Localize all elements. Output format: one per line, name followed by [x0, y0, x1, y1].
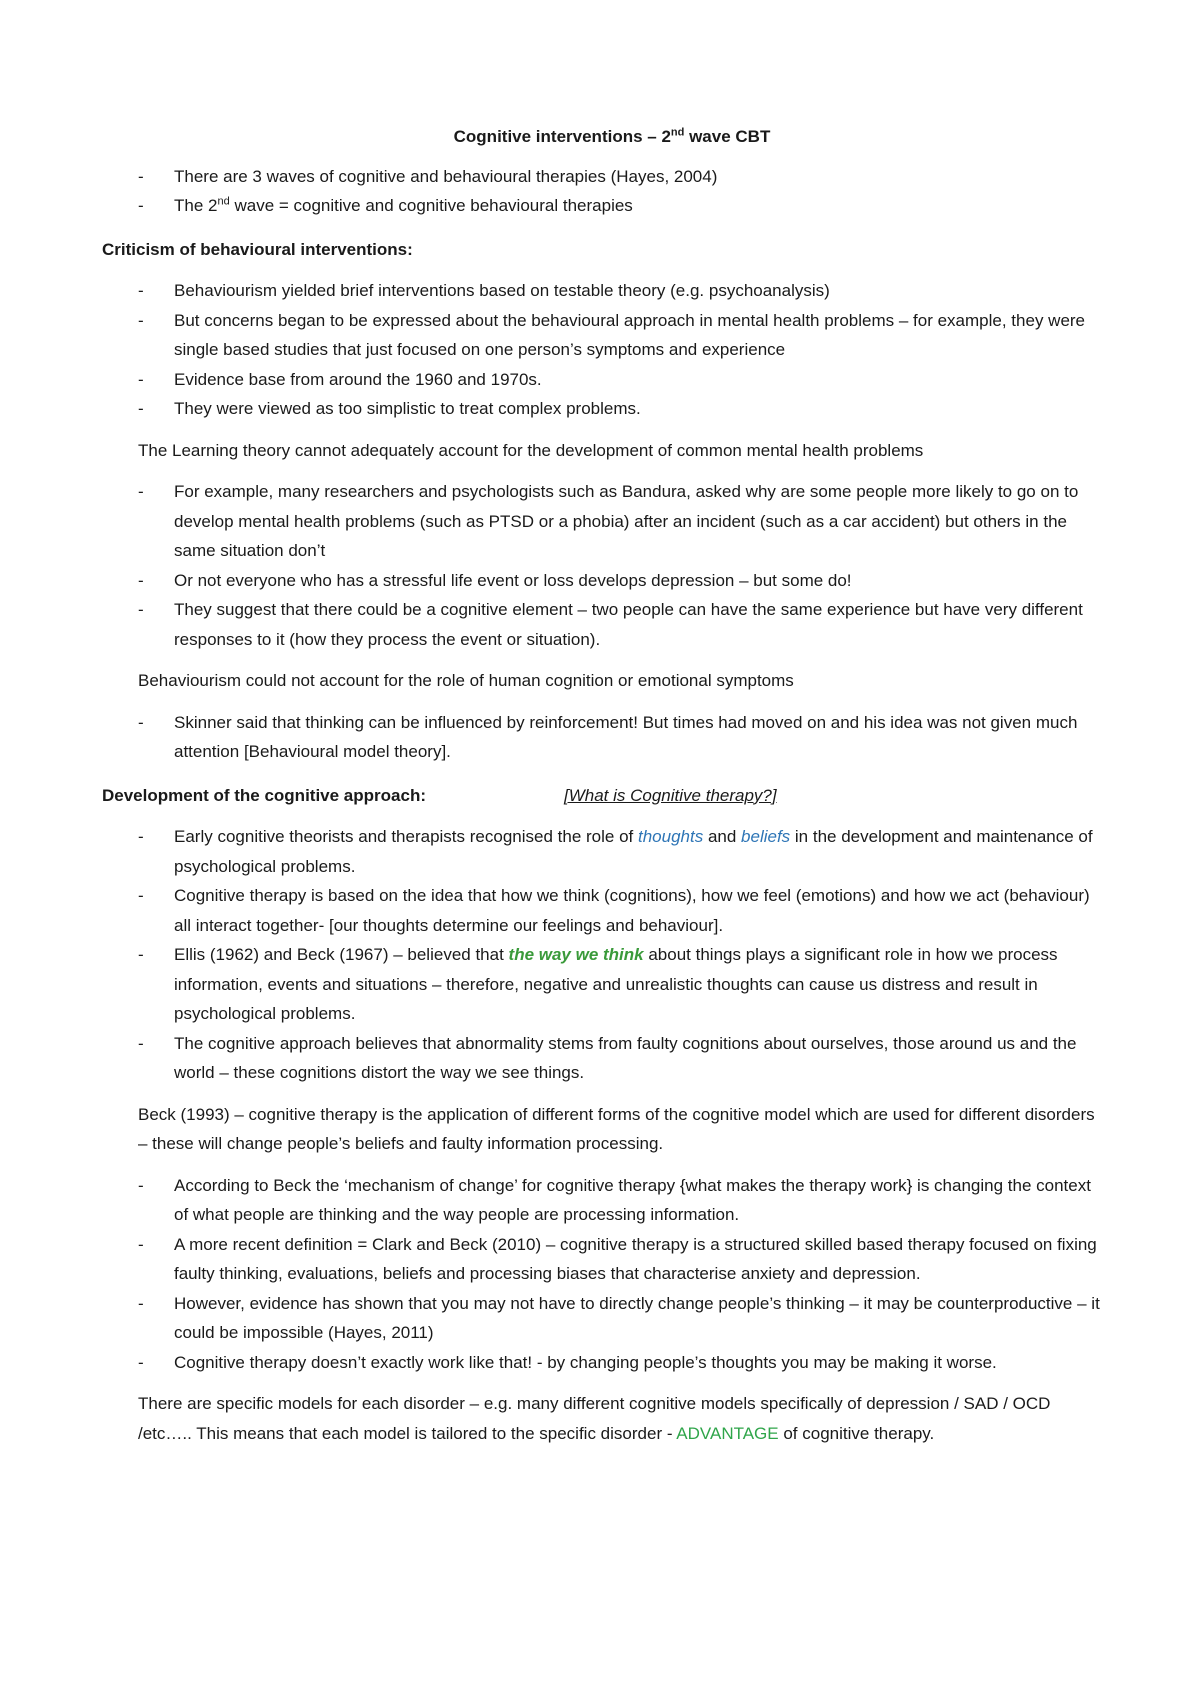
advantage-highlight: ADVANTAGE [676, 1423, 779, 1443]
list-item: - Ellis (1962) and Beck (1967) – believed that the way we think about things plays a significant role in how we process information, events and situations – therefore, negative and unrealistic thoughts can cause us distress and result in psychological problems. [102, 940, 1102, 1029]
learning-paragraph: The Learning theory cannot adequately account for the development of common mental health problems [138, 440, 924, 460]
list-item: - The cognitive approach believes that abnormality stems from faulty cognitions about ourselves, those around us and the world – these cognitions distort the way we see things. [102, 1029, 1102, 1088]
list-item: - Cognitive therapy doesn’t exactly work like that! - by changing people’s thoughts you may be making it worse. [102, 1348, 1102, 1378]
cognitive-therapy-link[interactable]: [What is Cognitive therapy?] [564, 785, 777, 805]
page-title: Cognitive interventions – 2nd wave CBT [453, 126, 771, 146]
list-item: - There are 3 waves of cognitive and behavioural therapies (Hayes, 2004) [102, 162, 1102, 192]
list-item: - However, evidence has shown that you may not have to directly change people’s thinking – it may be counterproductive – it could be impossible (Hayes, 2011) [102, 1289, 1102, 1348]
list-item: - The 2nd wave = cognitive and cognitive behavioural therapies [102, 191, 1102, 221]
highlight-beliefs: beliefs [741, 827, 791, 846]
list-item: - They were viewed as too simplistic to treat complex problems. [102, 394, 1102, 424]
list-item: - A more recent definition = Clark and Beck (2010) – cognitive therapy is a structured skilled based therapy focused on fixing faulty thinking, evaluations, beliefs and processing biases that characterise anxiety and depression. [102, 1230, 1102, 1289]
cognition-list [102, 708, 1102, 767]
development-heading-label: Development of the cognitive approach: [102, 785, 426, 805]
list-item: - Early cognitive theorists and therapists recognised the role of thoughts and beliefs in the development and maintenance of psychological problems. [102, 822, 1102, 881]
list-item: - Behaviourism yielded brief interventions based on testable theory (e.g. psychoanalysis) [102, 276, 1102, 306]
cognition-paragraph: Behaviourism could not account for the role of human cognition or emotional symptoms [138, 671, 794, 690]
models-paragraph: There are specific models for each disorder – e.g. many different cognitive models specifically of depression / SAD / OCD /etc….. This means that each model is tailored to the specific disorder - ADVANTAGE of cognitive therapy. [138, 1394, 1051, 1443]
learning-list [102, 477, 1102, 654]
list-item: - Cognitive therapy is based on the idea that how we think (cognitions), how we feel (emotions) and how we act (behaviour) all interact together- [our thoughts determine our feelings and behaviour]. [102, 881, 1102, 940]
highlight-thoughts: thoughts [637, 827, 704, 846]
development-list [102, 822, 1102, 1088]
development-heading [102, 781, 1102, 811]
list-item: - According to Beck the ‘mechanism of change’ for cognitive therapy {what makes the therapy work} is changing the context of what people are thinking and the way people are processing information. [102, 1171, 1102, 1230]
list-item: - Or not everyone who has a stressful life event or loss develops depression – but some do! [102, 566, 1102, 596]
highlight-the-way-we-think: the way we think [508, 945, 644, 964]
beck-list [102, 1171, 1102, 1378]
intro-list [102, 162, 1102, 221]
list-item: - For example, many researchers and psychologists such as Bandura, asked why are some people more likely to go on to develop mental health problems (such as PTSD or a phobia) after an incident (such as a car accident) but others in the same situation don’t [102, 477, 1102, 566]
criticism-heading: Criticism of behavioural interventions: [102, 239, 413, 259]
list-item: - Evidence base from around the 1960 and 1970s. [102, 365, 1102, 395]
beck-paragraph: Beck (1993) – cognitive therapy is the application of different forms of the cognitive model which are used for different disorders – these will change people’s beliefs and faulty information processing. [138, 1104, 1095, 1153]
list-item: - Skinner said that thinking can be influenced by reinforcement! But times had moved on and his idea was not given much attention [Behavioural model theory]. [102, 708, 1102, 767]
list-item: - But concerns began to be expressed about the behavioural approach in mental health problems – for example, they were single based studies that just focused on one person’s symptoms and experience [102, 306, 1102, 365]
criticism-list [102, 276, 1102, 424]
list-item: - They suggest that there could be a cognitive element – two people can have the same experience but have very different responses to it (how they process the event or situation). [102, 595, 1102, 654]
document-body [102, 122, 1102, 1460]
